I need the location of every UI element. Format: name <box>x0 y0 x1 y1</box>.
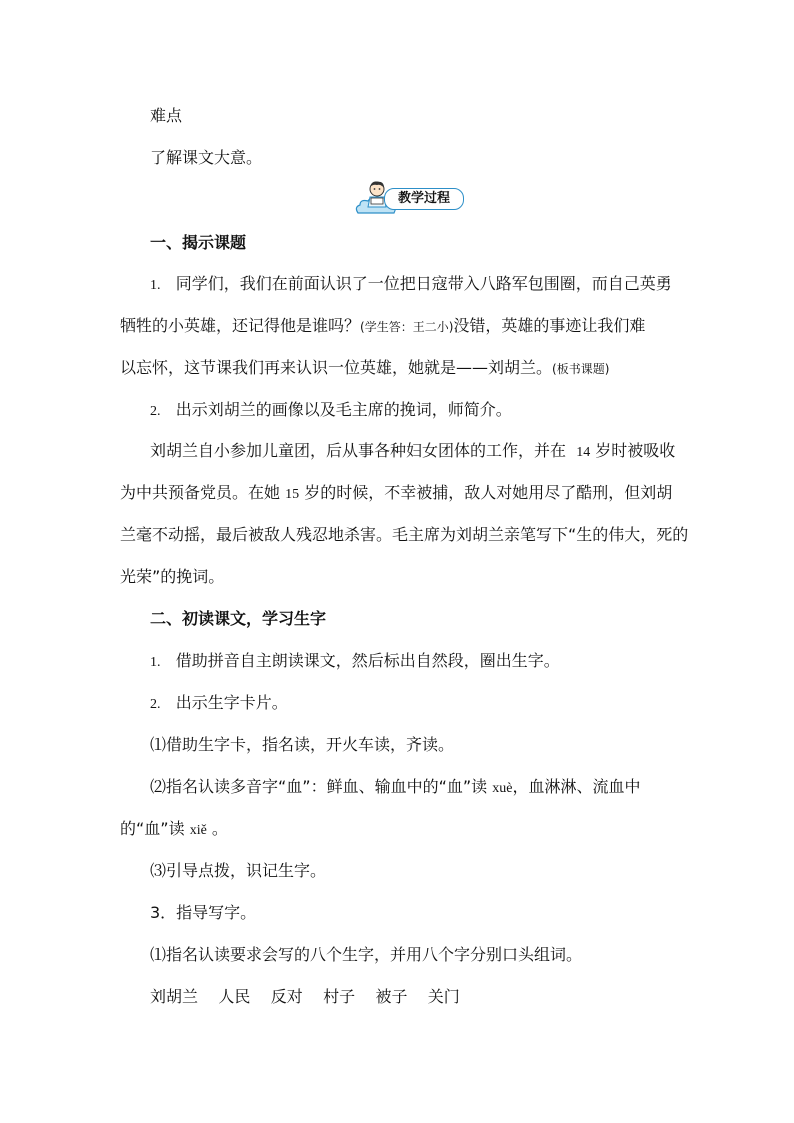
sub-number: ⑶ <box>150 861 167 880</box>
item-text: 牺牲的小英雄，还记得他是谁吗？ <box>120 316 361 335</box>
para-text: 刘胡兰自小参加儿童团，后从事各种妇女团体的工作，并在 <box>150 441 567 460</box>
part2-sub2-line2 <box>120 818 228 842</box>
part1-item2 <box>150 399 512 423</box>
part1-para-line4: 光荣”的挽词。 <box>120 567 225 586</box>
part1-title: 一、揭示课题 <box>150 233 247 252</box>
badge-label: 教学过程 <box>384 188 464 210</box>
board-note: (板书课题) <box>552 362 610 376</box>
item-text: 指名认读要求会写的八个生字，并用八个字分别口头组词。 <box>166 945 583 964</box>
item-text: 出示生字卡片。 <box>175 693 288 712</box>
part1-item1-line2 <box>120 315 645 338</box>
item-text: 没错，英雄的事迹让我们难 <box>453 316 646 335</box>
answer-note: (学生答：王二小) <box>360 320 454 334</box>
age-number: 14 <box>576 445 591 460</box>
item-text: 出示刘胡兰的画像以及毛主席的挽词，师简介。 <box>175 400 512 419</box>
item-text: 指名认读多音字“血”：鲜血、输血中的“血”读 <box>166 777 488 796</box>
word-item: 关门 <box>427 987 460 1006</box>
part2-sub2-line1 <box>150 776 641 800</box>
word-item: 被子 <box>375 987 408 1006</box>
part1-item1-line3 <box>120 357 609 380</box>
part1-para-line1 <box>150 440 675 464</box>
part2-sub4 <box>150 944 582 966</box>
word-list <box>150 986 460 1008</box>
para-text: 为中共预备党员。在她 <box>120 483 281 502</box>
item-text: 同学们，我们在前面认识了一位把日寇带入八路军包围圈，而自己英勇 <box>175 274 672 293</box>
part1-para-line2 <box>120 482 672 506</box>
part2-item3: 3．指导写字。 <box>150 903 257 922</box>
word-item: 人民 <box>218 987 251 1006</box>
part2-item1 <box>150 650 560 674</box>
pinyin: xuè <box>492 781 513 796</box>
item-text: 。 <box>211 819 228 838</box>
para-text: 岁的时候，不幸被捕，敌人对她用尽了酷刑，但刘胡 <box>304 483 673 502</box>
item-number: 2. <box>150 697 161 712</box>
age-number: 15 <box>285 487 300 502</box>
part2-sub3 <box>150 860 326 882</box>
teaching-process-badge <box>354 179 466 217</box>
sub-number: ⑴ <box>150 735 167 754</box>
para-text: 岁时被吸收 <box>595 441 676 460</box>
item-text: 借助生字卡，指名读，开火车读，齐读。 <box>166 735 455 754</box>
item-number: 2. <box>150 404 161 419</box>
item-text: ，血淋淋、流血中 <box>512 777 641 796</box>
item-number: 1. <box>150 655 161 670</box>
item-text: 的“血”读 <box>120 819 185 838</box>
part2-title: 二、初读课文，学习生字 <box>150 609 327 628</box>
word-item: 刘胡兰 <box>150 987 199 1006</box>
word-item: 村子 <box>323 987 356 1006</box>
item-number: 1. <box>150 278 161 293</box>
difficulty-content: 了解课文大意。 <box>150 148 263 167</box>
part2-item2 <box>150 692 288 716</box>
part1-para-line3: 兰毫不动摇，最后被敌人残忍地杀害。毛主席为刘胡兰亲笔写下“生的伟大，死的 <box>120 525 689 544</box>
sub-number: ⑴ <box>150 945 167 964</box>
pinyin: xiě <box>189 823 207 838</box>
part1-item1-line1 <box>150 273 672 297</box>
item-text: 以忘怀，这节课我们再来认识一位英雄，她就是——刘胡兰。 <box>120 358 553 377</box>
part2-sub1 <box>150 734 454 756</box>
item-text: 引导点拨，识记生字。 <box>166 861 327 880</box>
difficulty-heading: 难点 <box>150 106 183 125</box>
word-item: 反对 <box>270 987 303 1006</box>
sub-number: ⑵ <box>150 777 167 796</box>
item-text: 借助拼音自主朗读课文，然后标出自然段，圈出生字。 <box>175 651 560 670</box>
